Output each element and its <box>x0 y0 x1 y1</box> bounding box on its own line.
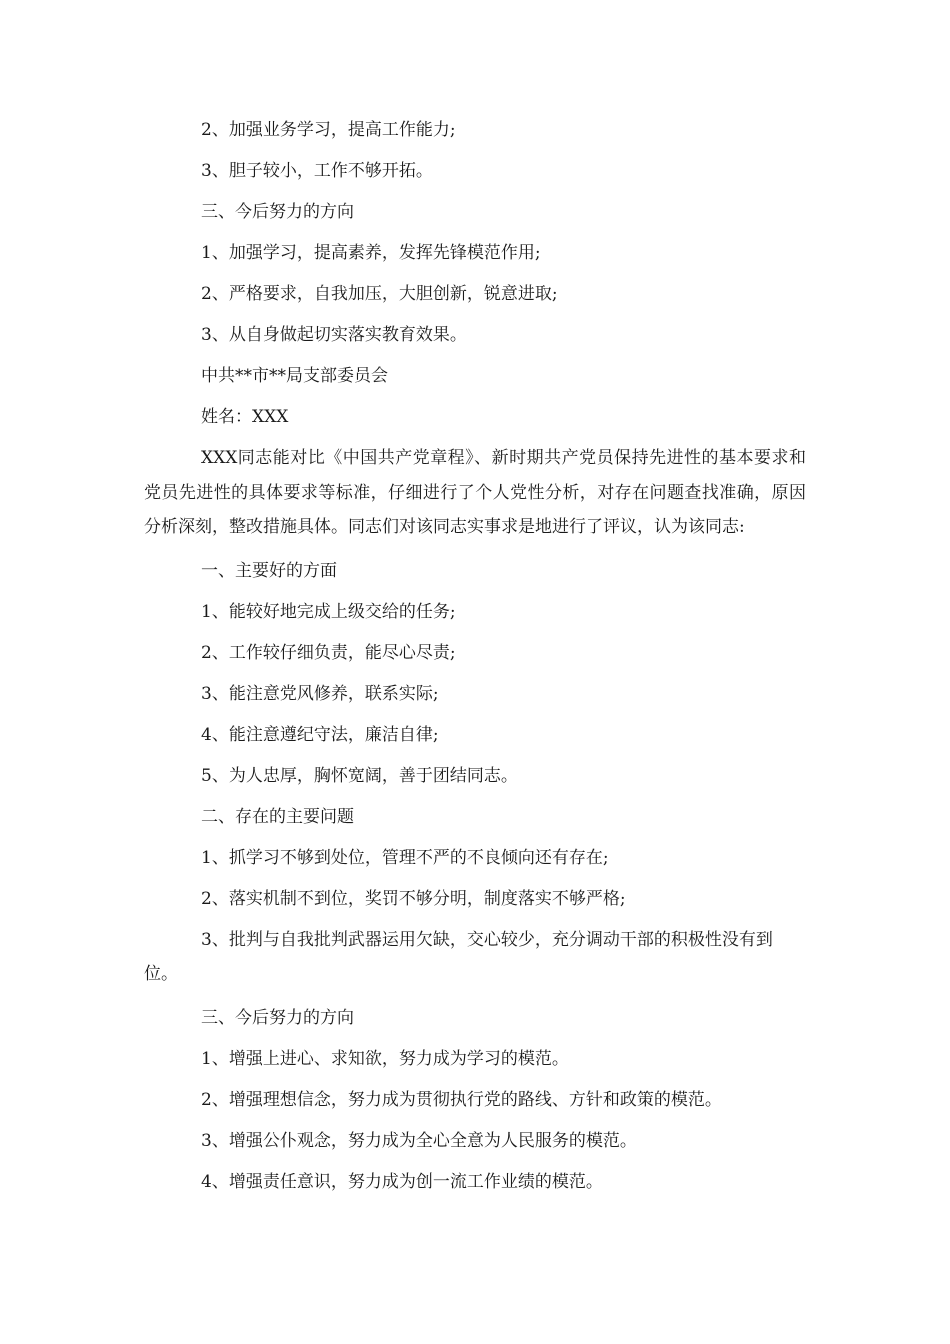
list-item: 5、为人忠厚，胸怀宽阔，善于团结同志。 <box>201 765 518 786</box>
list-item: 2、落实机制不到位，奖罚不够分明，制度落实不够严格; <box>201 888 626 909</box>
list-item: 1、加强学习，提高素养，发挥先锋模范作用; <box>201 243 541 263</box>
list-item: 3、胆子较小，工作不够开拓。 <box>201 161 433 181</box>
list-item: 3、批判与自我批判武器运用欠缺，交心较少，充分调动干部的积极性没有到位。 <box>144 929 773 984</box>
section-heading: 二、存在的主要问题 <box>201 806 354 827</box>
section-heading: 一、主要好的方面 <box>201 560 337 581</box>
list-item: 4、增强责任意识，努力成为创一流工作业绩的模范。 <box>201 1171 603 1192</box>
list-item: 3、能注意党风修养，联系实际; <box>201 683 439 704</box>
evaluation-paragraph: XXX同志能对比《中国共产党章程》、新时期共产党员保持先进性的基本要求和党员先进性的具体要求等标准，仔细进行了个人党性分析，对存在问题查找准确，原因分析深刻，整改措施具体。同志们对该同志实事求是地进行了评议，认为该同志: <box>144 448 806 537</box>
list-item: 2、加强业务学习，提高工作能力; <box>201 120 456 140</box>
list-item: 2、增强理想信念，努力成为贯彻执行党的路线、方针和政策的模范。 <box>201 1089 722 1110</box>
list-item: 1、增强上进心、求知欲，努力成为学习的模范。 <box>201 1048 569 1069</box>
list-item: 4、能注意遵纪守法，廉洁自律; <box>201 724 439 745</box>
list-item: 1、能较好地完成上级交给的任务; <box>201 601 456 622</box>
list-item: 2、工作较仔细负责，能尽心尽责; <box>201 642 456 663</box>
document-body <box>144 110 806 1203</box>
organization-name: 中共**市**局支部委员会 <box>201 366 388 386</box>
name-field: 姓名：XXX <box>201 407 289 427</box>
list-item: 3、增强公仆观念，努力成为全心全意为人民服务的模范。 <box>201 1130 637 1151</box>
section-heading: 三、今后努力的方向 <box>201 202 354 222</box>
section-heading: 三、今后努力的方向 <box>201 1007 354 1028</box>
list-item: 3、从自身做起切实落实教育效果。 <box>201 325 467 345</box>
list-item: 1、抓学习不够到处位，管理不严的不良倾向还有存在; <box>201 847 609 868</box>
list-item: 2、严格要求，自我加压，大胆创新，锐意进取; <box>201 284 558 304</box>
